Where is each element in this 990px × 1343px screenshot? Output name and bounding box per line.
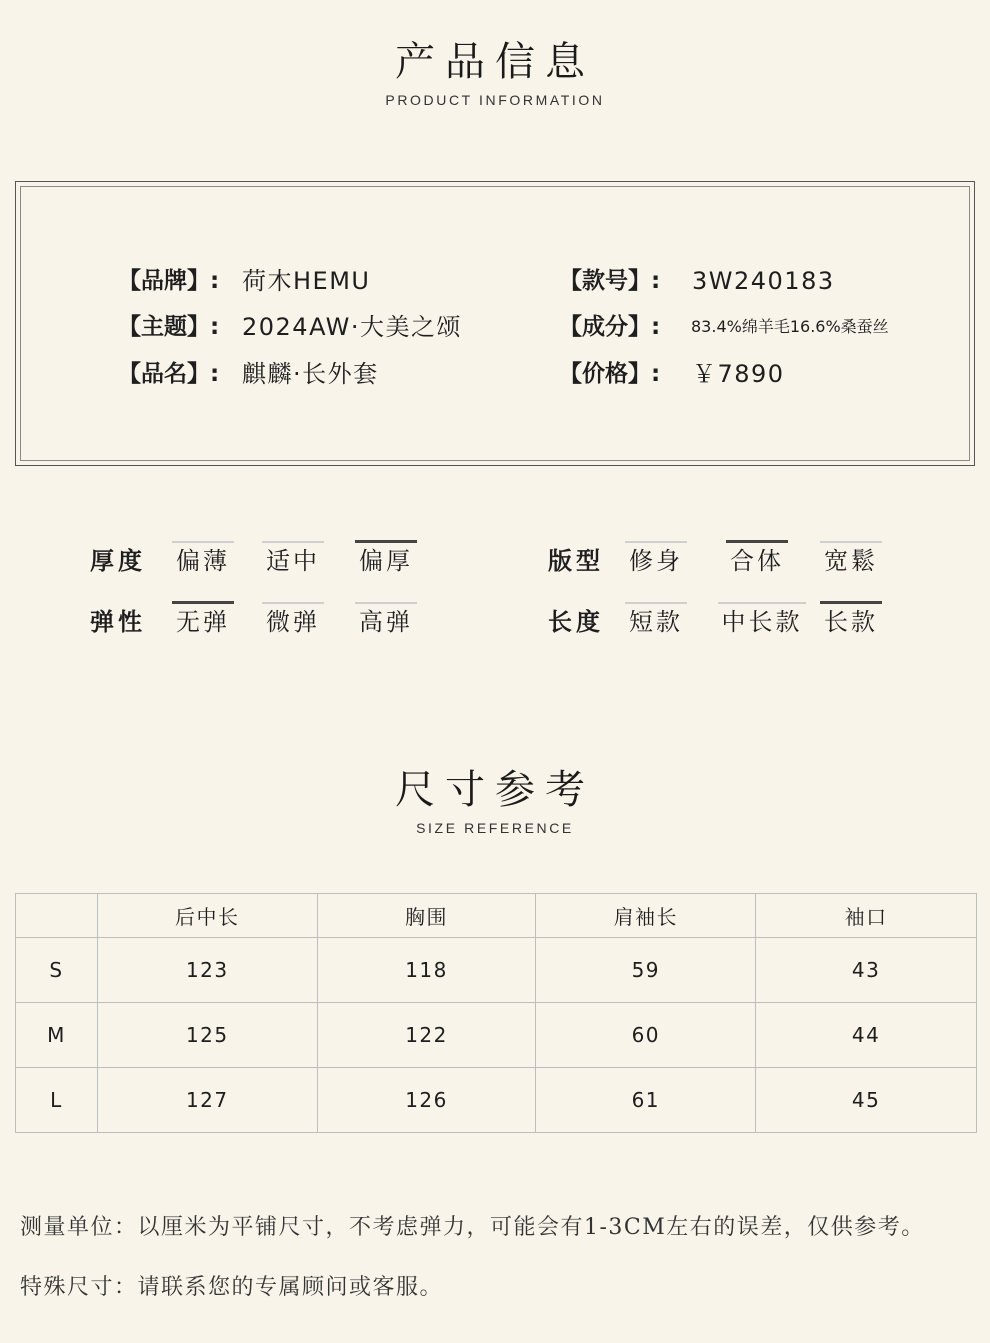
table-cell: 122 [317, 1003, 536, 1068]
table-row [16, 938, 977, 1003]
theme-label: 【主题】: [118, 314, 220, 340]
table-cell: 123 [97, 938, 317, 1003]
material-label: 【成分】: [559, 314, 661, 340]
product-info-box [15, 181, 975, 466]
size-table-header-row [16, 894, 977, 938]
elasticity-option: 高弹 [355, 602, 417, 642]
length-option: 中长款 [718, 602, 806, 642]
brand-value: 荷木HEMU [242, 267, 371, 295]
attr-row-1 [0, 541, 990, 581]
table-header-cell: 袖口 [756, 894, 977, 938]
price-label: 【价格】: [559, 361, 661, 387]
table-cell: L [16, 1068, 98, 1133]
table-header-cell [16, 894, 98, 938]
material-value: 83.4%绵羊毛16.6%桑蚕丝 [691, 317, 889, 336]
product-info-subtitle: PRODUCT INFORMATION [385, 92, 605, 108]
length-label: 长度 [548, 608, 604, 636]
elasticity-option: 无弹 [172, 602, 234, 642]
info-row-theme-material [16, 309, 974, 345]
price-value: ￥7890 [692, 360, 785, 388]
size-table [15, 893, 977, 1133]
table-cell: 118 [317, 938, 536, 1003]
product-info-heading [0, 38, 990, 108]
thickness-option: 偏厚 [355, 541, 417, 581]
table-header-cell: 胸围 [317, 894, 536, 938]
size-reference-title: 尺寸参考 [395, 767, 595, 813]
fit-label: 版型 [548, 547, 604, 575]
length-option: 长款 [820, 602, 882, 642]
info-row-name-price [16, 356, 974, 392]
size-reference-heading [0, 766, 990, 836]
measurement-note: 测量单位：以厘米为平铺尺寸，不考虑弹力，可能会有1-3CM左右的误差，仅供参考。 [20, 1215, 925, 1240]
table-cell: 61 [536, 1068, 756, 1133]
table-cell: 43 [756, 938, 977, 1003]
fit-option: 合体 [726, 541, 788, 581]
table-cell: 60 [536, 1003, 756, 1068]
table-cell: 59 [536, 938, 756, 1003]
theme-value: 2024AW·大美之颂 [242, 313, 463, 341]
info-row-brand-code [16, 263, 974, 299]
fit-option: 修身 [625, 541, 687, 581]
table-cell: S [16, 938, 98, 1003]
elasticity-label: 弹性 [90, 608, 146, 636]
thickness-label: 厚度 [90, 547, 146, 575]
table-cell: 126 [317, 1068, 536, 1133]
fit-option: 宽鬆 [820, 541, 882, 581]
table-cell: 127 [97, 1068, 317, 1133]
product-info-title: 产品信息 [395, 39, 595, 85]
table-row [16, 1068, 977, 1133]
code-value: 3W240183 [692, 267, 835, 295]
brand-label: 【品牌】: [118, 268, 220, 294]
name-value: 麒麟·长外套 [242, 360, 379, 388]
name-label: 【品名】: [118, 361, 220, 387]
table-header-cell: 肩袖长 [536, 894, 756, 938]
table-cell: M [16, 1003, 98, 1068]
elasticity-option: 微弹 [262, 602, 324, 642]
table-cell: 125 [97, 1003, 317, 1068]
thickness-option: 偏薄 [172, 541, 234, 581]
special-size-note: 特殊尺寸：请联系您的专属顾问或客服。 [20, 1275, 444, 1300]
table-cell: 44 [756, 1003, 977, 1068]
size-reference-subtitle: SIZE REFERENCE [416, 820, 574, 836]
table-row [16, 1003, 977, 1068]
code-label: 【款号】: [559, 268, 661, 294]
table-header-cell: 后中长 [97, 894, 317, 938]
table-cell: 45 [756, 1068, 977, 1133]
attr-row-2 [0, 602, 990, 642]
thickness-option: 适中 [262, 541, 324, 581]
length-option: 短款 [625, 602, 687, 642]
